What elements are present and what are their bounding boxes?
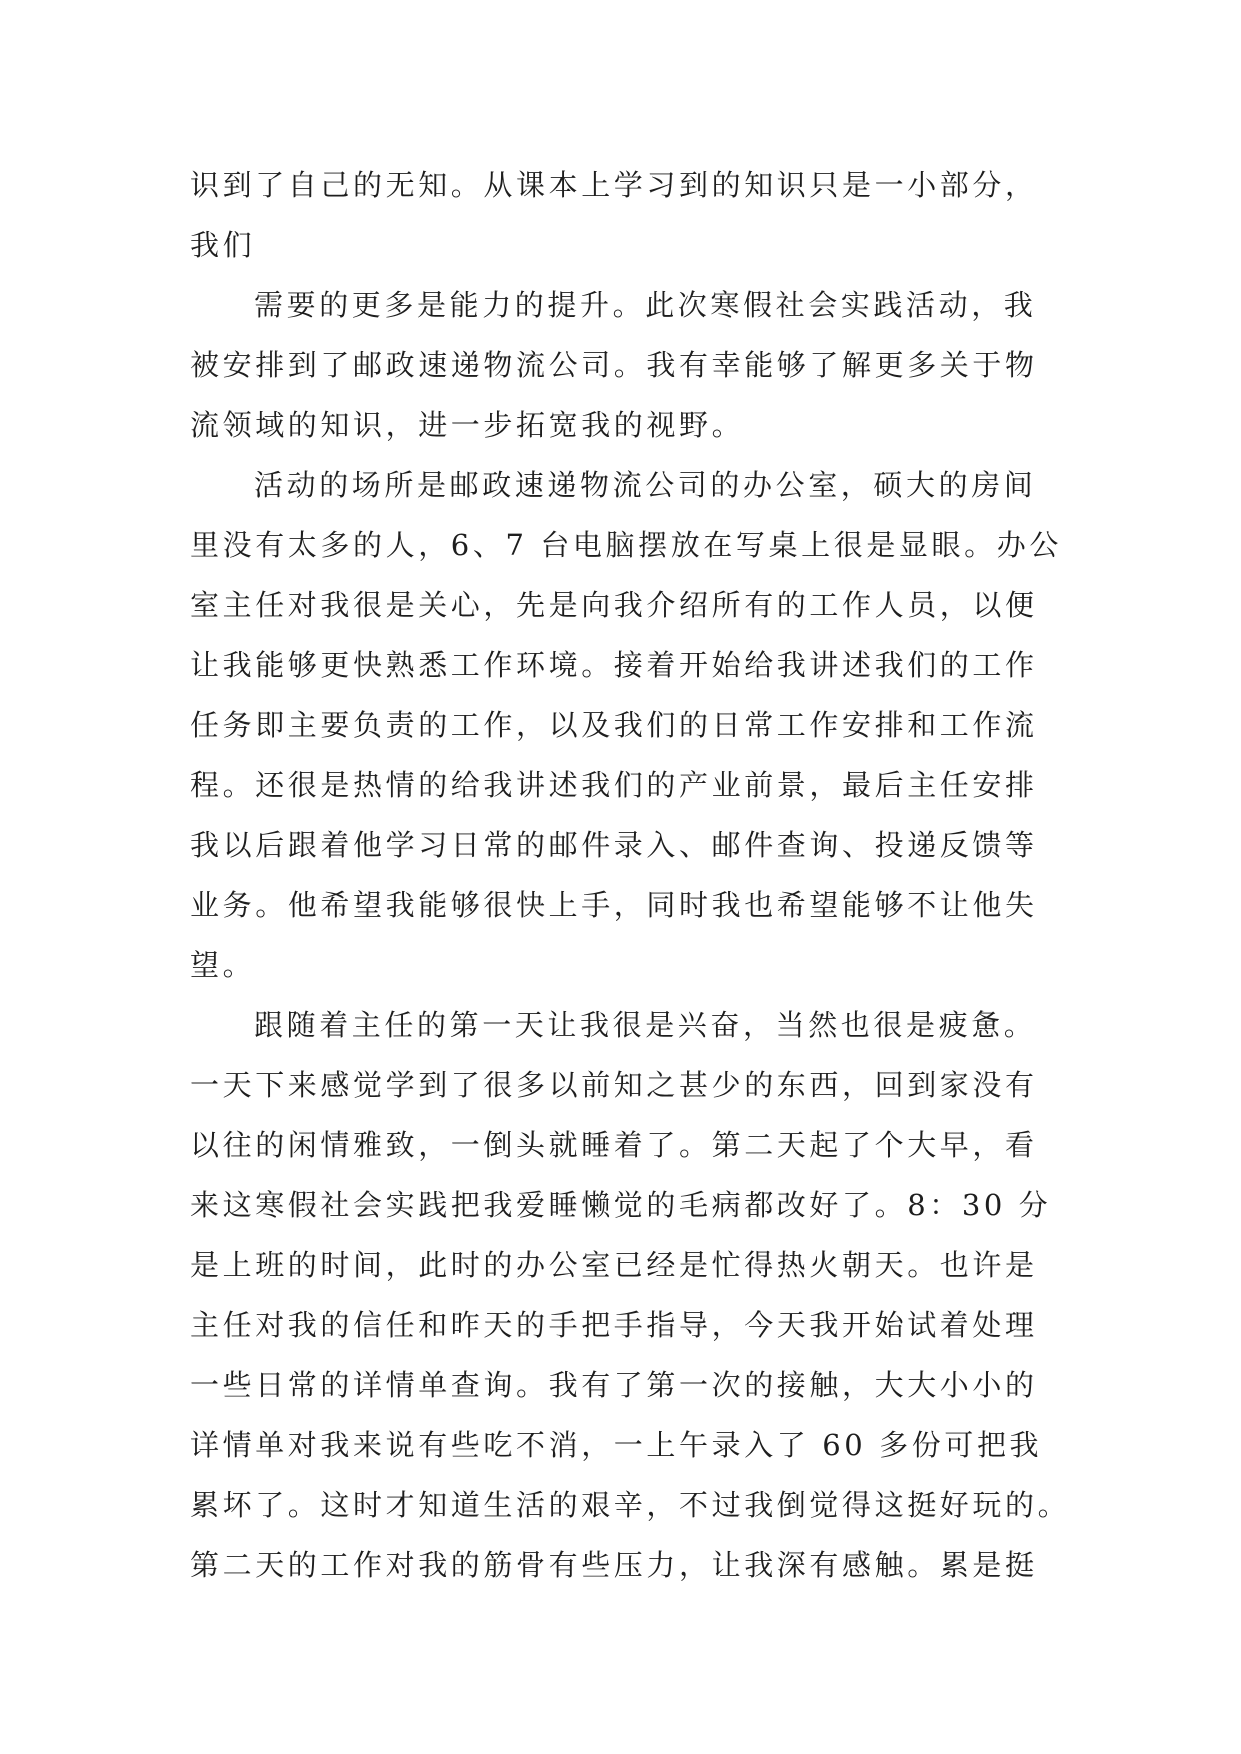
text-line: 里没有太多的人，6、7 台电脑摆放在写桌上很是显眼。办公	[190, 528, 1062, 562]
paragraph	[190, 455, 1060, 995]
paragraph	[190, 275, 1060, 455]
text-line: 让我能够更快熟悉工作环境。接着开始给我讲述我们的工作	[190, 648, 1038, 682]
text-line: 详情单对我来说有些吃不消，一上午录入了 60 多份可把我	[190, 1428, 1043, 1462]
paragraph	[190, 155, 1060, 275]
document-body	[190, 155, 1071, 1595]
paragraph	[190, 995, 1071, 1595]
text-line: 来这寒假社会实践把我爱睡懒觉的毛病都改好了。8：30 分	[190, 1188, 1052, 1222]
text-line: 一些日常的详情单查询。我有了第一次的接触，大大小小的	[190, 1368, 1038, 1402]
text-line: 我们	[190, 228, 256, 262]
text-line: 我以后跟着他学习日常的邮件录入、邮件查询、投递反馈等	[190, 828, 1038, 862]
text-line: 任务即主要负责的工作，以及我们的日常工作安排和工作流	[190, 708, 1038, 742]
text-line: 跟随着主任的第一天让我很是兴奋，当然也很是疲惫。	[254, 1008, 1037, 1042]
text-line: 被安排到了邮政速递物流公司。我有幸能够了解更多关于物	[190, 348, 1038, 382]
text-line: 累坏了。这时才知道生活的艰辛，不过我倒觉得这挺好玩的。	[190, 1488, 1071, 1522]
text-line: 识到了自己的无知。从课本上学习到的知识只是一小部分，	[190, 168, 1038, 202]
text-line: 主任对我的信任和昨天的手把手指导，今天我开始试着处理	[190, 1308, 1038, 1342]
text-line: 需要的更多是能力的提升。此次寒假社会实践活动，我	[254, 288, 1037, 322]
text-line: 程。还很是热情的给我讲述我们的产业前景，最后主任安排	[190, 768, 1038, 802]
text-line: 是上班的时间，此时的办公室已经是忙得热火朝天。也许是	[190, 1248, 1038, 1282]
text-line: 第二天的工作对我的筋骨有些压力，让我深有感触。累是挺	[190, 1548, 1038, 1582]
text-line: 望。	[190, 948, 256, 982]
text-line: 业务。他希望我能够很快上手，同时我也希望能够不让他失	[190, 888, 1038, 922]
text-line: 流领域的知识，进一步拓宽我的视野。	[190, 408, 745, 442]
text-line: 以往的闲情雅致，一倒头就睡着了。第二天起了个大早，看	[190, 1128, 1038, 1162]
text-line: 活动的场所是邮政速递物流公司的办公室，硕大的房间	[254, 468, 1037, 502]
text-line: 一天下来感觉学到了很多以前知之甚少的东西，回到家没有	[190, 1068, 1038, 1102]
text-line: 室主任对我很是关心，先是向我介绍所有的工作人员，以便	[190, 588, 1038, 622]
